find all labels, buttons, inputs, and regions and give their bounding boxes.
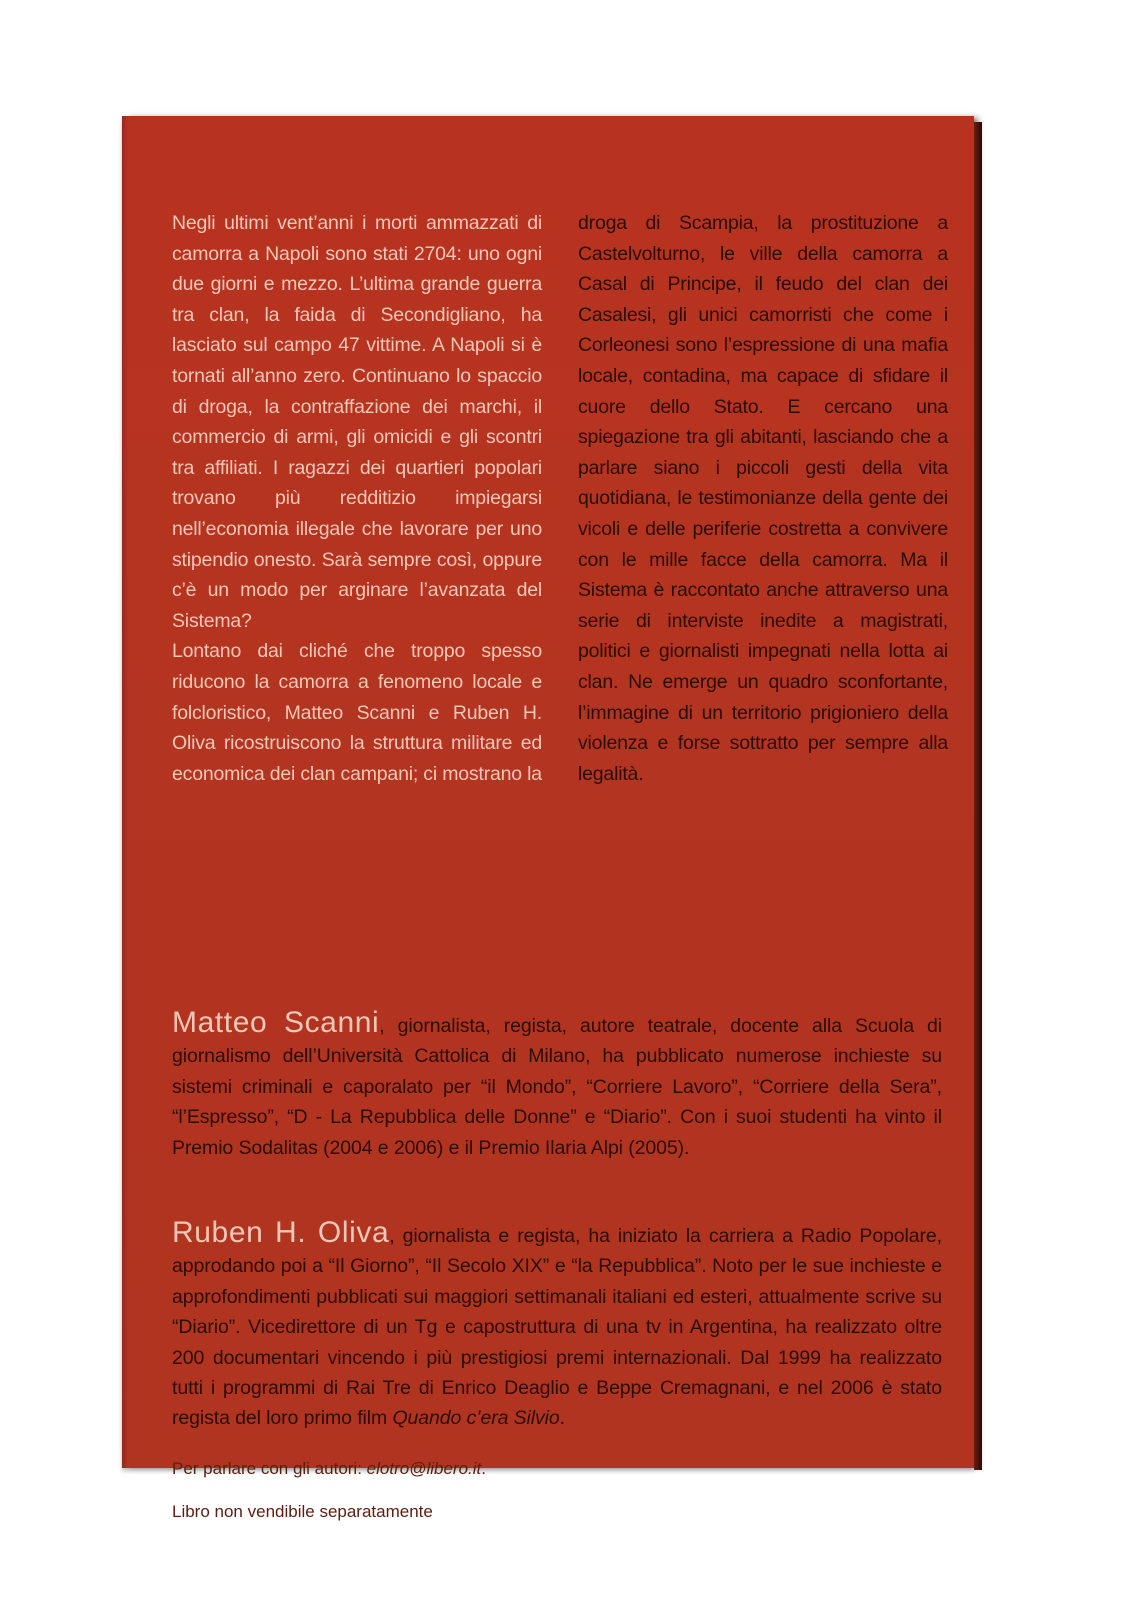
blurb: [172, 208, 948, 789]
author-name: Ruben H. Oliva: [172, 1216, 390, 1249]
contact-end: .: [481, 1459, 486, 1478]
blurb-paragraph-1: Negli ultimi vent’anni i morti ammazzati di camorra a Napoli sono stati 2704: uno ogni due giorni e mezzo. L’ultima grande guerra tra clan, la faida di Secondigliano, ha lasciato sul campo 47 vittime. A Napoli si è tornati all’anno zero. Continuano lo spaccio di droga, la contraffazione dei marchi, il commercio di armi, gli omicidi e gli scontri tra affiliati. I ragazzi dei quartieri popolari trovano più redditizio impiegarsi nell’economia illegale che lavorare per uno stipendio onesto. Sarà sempre così, oppure c’è un modo per arginare l’avanzata del Sistema?: [172, 212, 542, 632]
author-name: Matteo Scanni: [172, 1006, 380, 1039]
contact-email: elotro@libero.it: [366, 1459, 482, 1478]
not-for-sale-notice: Libro non vendibile separatamente: [172, 1502, 433, 1521]
blurb-right-column: [578, 208, 948, 789]
book-back-cover: [122, 116, 974, 1521]
blurb-left-column: [172, 208, 542, 789]
blurb-paragraph-2: Lontano dai cliché che troppo spesso riducono la camorra a fenomeno locale e folcloristico, Matteo Scanni e Ruben H. Oliva ricostruiscono la struttura militare ed economica dei clan campani; ci mostrano la: [172, 640, 542, 785]
contact-line: [172, 1458, 486, 1480]
blurb-paragraph-3: droga di Scampia, la prostituzione a Castelvolturno, le ville della camorra a Casal di Principe, il feudo del clan dei Casalesi, gli unici camorristi che come i Corleonesi sono l’espressione di una mafia locale, contadina, ma capace di sfidare il cuore dello Stato. E cercano una spiegazione tra gli abitanti, lasciando che a parlare siano i piccoli gesti della vita quotidiana, le testimonianze della gente dei vicoli e delle periferie costretta a convivere con le mille facce della camorra. Ma il Sistema è raccontato anche attraverso una serie di interviste inedite a magistrati, politici e giornalisti impegnati nella lotta ai clan. Ne emerge un quadro sconfortante, l’immagine di un territorio prigioniero della violenza e forse sottratto per sempre alla legalità.: [578, 212, 948, 785]
author-bio-text: , giornalista e regista, ha iniziato la carriera a Radio Popolare, approdando poi a “Il Giorno”, “Il Secolo XIX” e “la Repubblica”. Noto per le sue inchieste e approfondimenti pubblicati sui maggiori settimanali italiani ed esteri, attualmente scrive su “Diario”. Vicedirettore di un Tg e capostruttura di una tv in Argentina, ha realizzato oltre 200 documentari vincendo i più prestigiosi premi internazionali. Dal 1999 ha realizzato tutti i programmi di Rai Tre di Enrico Deaglio e Beppe Cremagnani, e nel 2006 è stato regista del loro primo film: [172, 1225, 942, 1430]
author-bio-text: , giornalista, regista, autore teatrale, docente alla Scuola di giornalismo dell’Università Cattolica di Milano, ha pubblicato numerose inchieste su sistemi criminali e caporalato per “il Mondo”, “Corriere Lavoro”, “Corriere della Sera”, “l’Espresso”, “D - La Repubblica delle Donne” e “Diario”. Con i suoi studenti ha vinto il Premio Sodalitas (2004 e 2006) e il Premio Ilaria Alpi (2005).: [172, 1015, 942, 1159]
author-bio-end: .: [559, 1407, 565, 1430]
film-title: Quando c’era Silvio: [392, 1407, 560, 1430]
author-bio-scanni: [172, 1008, 942, 1163]
contact-label: Per parlare con gli autori:: [172, 1459, 367, 1478]
author-bio-oliva: [172, 1218, 942, 1434]
